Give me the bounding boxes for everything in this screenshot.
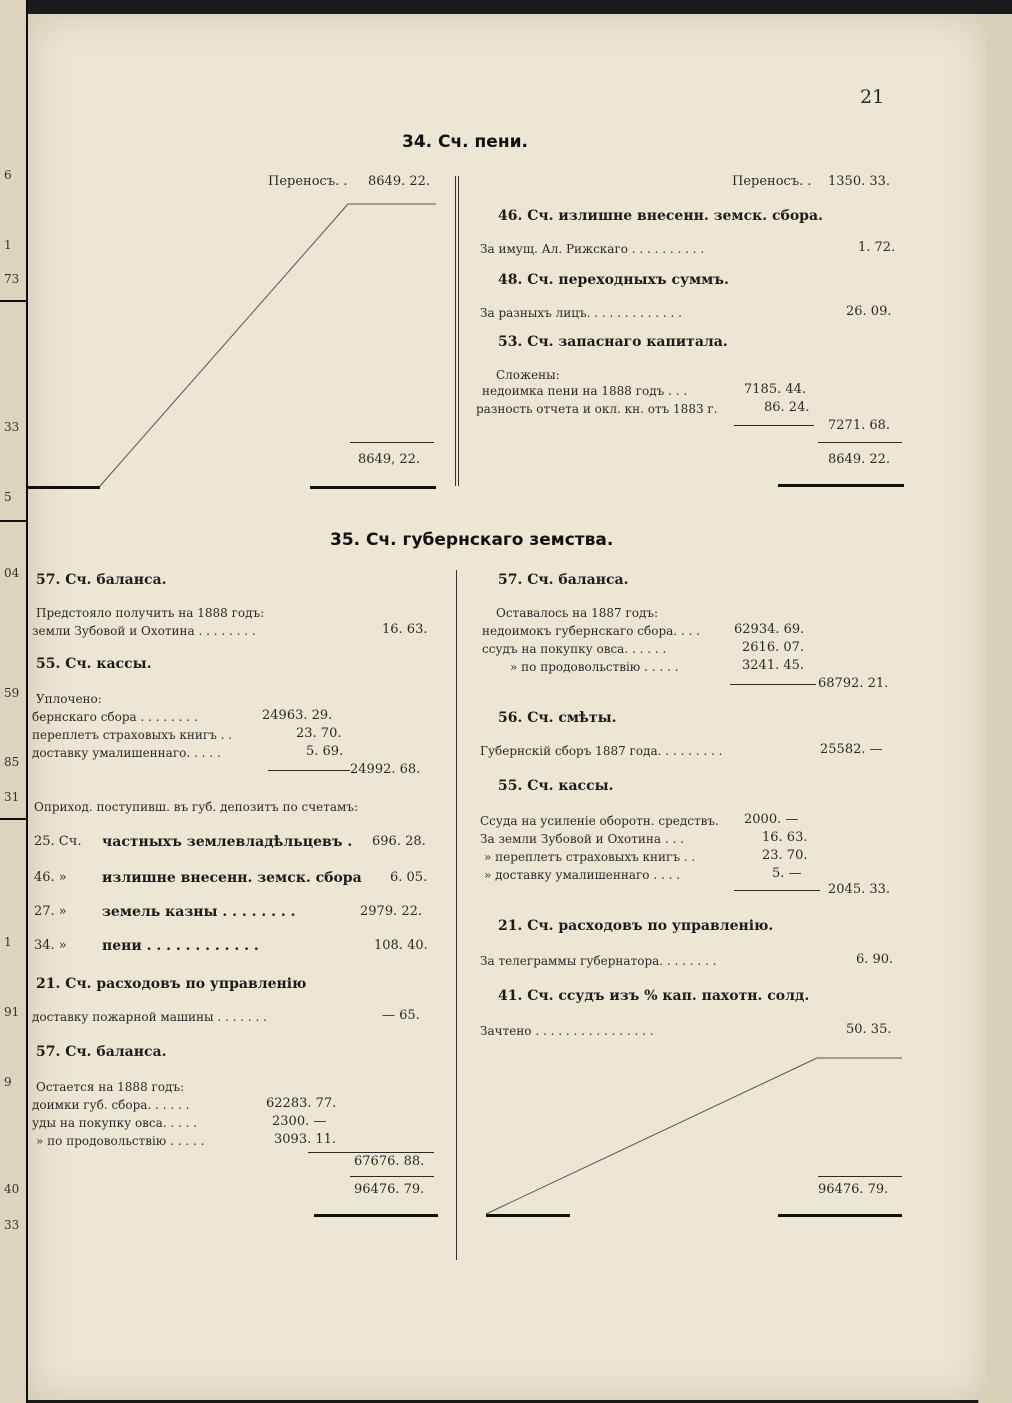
account-heading: 55. Сч. кассы. (498, 778, 614, 794)
account-name: пени . . . . . . . . . . . . (102, 938, 259, 954)
double-rule (28, 486, 100, 489)
double-rule (486, 1214, 570, 1217)
strip-number: 85 (4, 755, 20, 769)
column-divider (455, 176, 456, 486)
entry-amount: — 65. (382, 1008, 420, 1023)
entry-text: За телеграммы губернатора. . . . . . . . (480, 954, 717, 968)
entry-label: Оставалось на 1887 годъ: (496, 606, 659, 620)
section-total: 96476. 79. (354, 1182, 425, 1197)
entry-text: бернскаго сбора . . . . . . . . (32, 710, 198, 724)
entry-amount: 5. — (772, 866, 802, 881)
sum-rule (818, 442, 902, 443)
entry-text: доимки губ. сбора. . . . . . (32, 1098, 190, 1112)
sum-rule (818, 1176, 902, 1177)
strip-rule (0, 520, 26, 522)
strip-rule (0, 300, 26, 302)
sum-rule (308, 1152, 434, 1153)
account-number: 46. » (34, 870, 67, 885)
entry-amount: 16. 63. (762, 830, 808, 845)
account-name: частныхъ землевладѣльцевъ . (102, 834, 353, 850)
account-number: 25. Сч. (34, 834, 82, 849)
entry-amount: 24963. 29. (262, 708, 333, 723)
entry-amount: 696. 28. (372, 834, 426, 849)
entry-text: уды на покупку овса. . . . . (32, 1116, 198, 1130)
entry-amount: 108. 40. (374, 938, 428, 953)
section-total: 8649. 22. (828, 452, 891, 467)
entry-amount: 5. 69. (306, 744, 344, 759)
section-total: 96476. 79. (818, 1182, 889, 1197)
entry-text: доставку умалишеннаго. . . . . (32, 746, 221, 760)
entry-amount: 26. 09. (846, 304, 892, 319)
account-heading: 41. Сч. ссудъ изъ % кап. пахотн. солд. (498, 988, 810, 1004)
carry-label: Переносъ. . (732, 174, 812, 189)
account-heading: 57. Сч. баланса. (36, 1044, 167, 1060)
ledger-page (28, 14, 986, 1400)
sum-rule (734, 890, 820, 891)
entry-amount: 86. 24. (764, 400, 810, 415)
adjacent-page-strip (0, 0, 28, 1403)
entry-text: » по продовольствію . . . . . (36, 1134, 205, 1148)
entry-amount: 23. 70. (296, 726, 342, 741)
entry-amount: 2300. — (272, 1114, 327, 1129)
strip-number: 9 (4, 1075, 12, 1089)
sum-rule (730, 684, 816, 685)
subtotal-amount: 7271. 68. (828, 418, 891, 433)
entry-text: За земли Зубовой и Охотина . . . (480, 832, 684, 846)
strip-number: 40 (4, 1182, 20, 1196)
double-rule (778, 1214, 902, 1217)
account-heading: 21. Сч. расходовъ по управленію (36, 976, 307, 992)
entry-amount: 2616. 07. (742, 640, 805, 655)
entry-amount: 2979. 22. (360, 904, 423, 919)
entry-text: » доставку умалишеннаго . . . . (484, 868, 681, 882)
strip-number: 31 (4, 790, 20, 804)
entry-text: За имущ. Ал. Рижскаго . . . . . . . . . . (480, 242, 705, 256)
entry-label: Уплочено: (36, 692, 102, 706)
subtotal-amount: 2045. 33. (828, 882, 891, 897)
account-number: 27. » (34, 904, 67, 919)
entry-amount: 3093. 11. (274, 1132, 337, 1147)
strip-number: 59 (4, 686, 20, 700)
double-rule (310, 486, 436, 489)
strip-number: 1 (4, 238, 12, 252)
entry-amount: 6. 90. (856, 952, 894, 967)
entry-label: Сложены: (496, 368, 560, 382)
double-rule (314, 1214, 438, 1217)
entry-amount: 62283. 77. (266, 1096, 337, 1111)
strip-number: 91 (4, 1005, 20, 1019)
strip-number: 33 (4, 420, 20, 434)
subtotal-amount: 68792. 21. (818, 676, 889, 691)
entry-amount: 1. 72. (858, 240, 896, 255)
account-name: излишне внесенн. земск. сбора (102, 870, 362, 886)
account-heading: 57. Сч. баланса. (498, 572, 629, 588)
section-total: 8649, 22. (358, 452, 421, 467)
account-name: земель казны . . . . . . . . (102, 904, 296, 920)
column-divider (458, 176, 459, 486)
entry-amount: 3241. 45. (742, 658, 805, 673)
double-rule (778, 484, 904, 487)
account-heading: 57. Сч. баланса. (36, 572, 167, 588)
subtotal-amount: 67676. 88. (354, 1154, 425, 1169)
sum-rule (734, 425, 814, 426)
sum-rule (350, 442, 434, 443)
entry-amount: 62934. 69. (734, 622, 805, 637)
page-number: 21 (860, 86, 885, 108)
carry-label: Переносъ. . (268, 174, 348, 189)
entry-text: Губернскій сборъ 1887 года. . . . . . . . . (480, 744, 723, 758)
strip-rule (0, 818, 26, 820)
sum-rule (268, 770, 350, 771)
carry-amount: 8649. 22. (368, 174, 431, 189)
entry-text: недоимка пени на 1888 годъ . . . (482, 384, 688, 398)
entry-text: Предстояло получить на 1888 годъ: (36, 606, 265, 620)
entry-text: земли Зубовой и Охотина . . . . . . . . (32, 624, 256, 638)
cancel-diagonal (98, 200, 438, 490)
entry-amount: 6. 05. (390, 870, 428, 885)
account-heading: 48. Сч. переходныхъ суммъ. (498, 272, 729, 288)
entry-text: Оприход. поступивш. въ губ. депозитъ по счетамъ: (34, 800, 359, 814)
section-title: 34. Сч. пени. (402, 132, 528, 152)
account-heading: 55. Сч. кассы. (36, 656, 152, 672)
account-heading: 46. Сч. излишне внесенн. земск. сбора. (498, 208, 823, 224)
entry-amount: 23. 70. (762, 848, 808, 863)
strip-number: 73 (4, 272, 20, 286)
strip-number: 6 (4, 168, 12, 182)
entry-text: недоимокъ губернскаго сбора. . . . (482, 624, 700, 638)
entry-text: » переплетъ страховыхъ книгъ . . (484, 850, 696, 864)
entry-text: За разныхъ лицъ. . . . . . . . . . . . . (480, 306, 682, 320)
strip-number: 1 (4, 935, 12, 949)
account-heading: 56. Сч. смѣты. (498, 710, 617, 726)
entry-amount: 7185. 44. (744, 382, 807, 397)
entry-text: Зачтено . . . . . . . . . . . . . . . . (480, 1024, 654, 1038)
section-title: 35. Сч. губернскаго земства. (330, 530, 614, 550)
account-heading: 21. Сч. расходовъ по управленію. (498, 918, 774, 934)
entry-text: разность отчета и окл. кн. отъ 1883 г. (476, 402, 718, 416)
strip-number: 33 (4, 1218, 20, 1232)
carry-amount: 1350. 33. (828, 174, 891, 189)
strip-number: 04 (4, 566, 20, 580)
strip-number: 5 (4, 490, 12, 504)
entry-text: » по продовольствію . . . . . (510, 660, 679, 674)
account-heading: 53. Сч. запаснаго капитала. (498, 334, 728, 350)
entry-label: Остается на 1888 годъ: (36, 1080, 185, 1094)
entry-text: Ссуда на усиленіе оборотн. средствъ. (480, 814, 719, 828)
entry-amount: 25582. — (820, 742, 883, 757)
column-divider (456, 570, 457, 1260)
subtotal-amount: 24992. 68. (350, 762, 421, 777)
entry-amount: 2000. — (744, 812, 799, 827)
entry-amount: 16. 63. (382, 622, 428, 637)
entry-text: доставку пожарной машины . . . . . . . (32, 1010, 267, 1024)
entry-amount: 50. 35. (846, 1022, 892, 1037)
entry-text: переплетъ страховыхъ книгъ . . (32, 728, 233, 742)
entry-text: ссудъ на покупку овса. . . . . . (482, 642, 667, 656)
sum-rule (350, 1176, 434, 1177)
account-number: 34. » (34, 938, 67, 953)
